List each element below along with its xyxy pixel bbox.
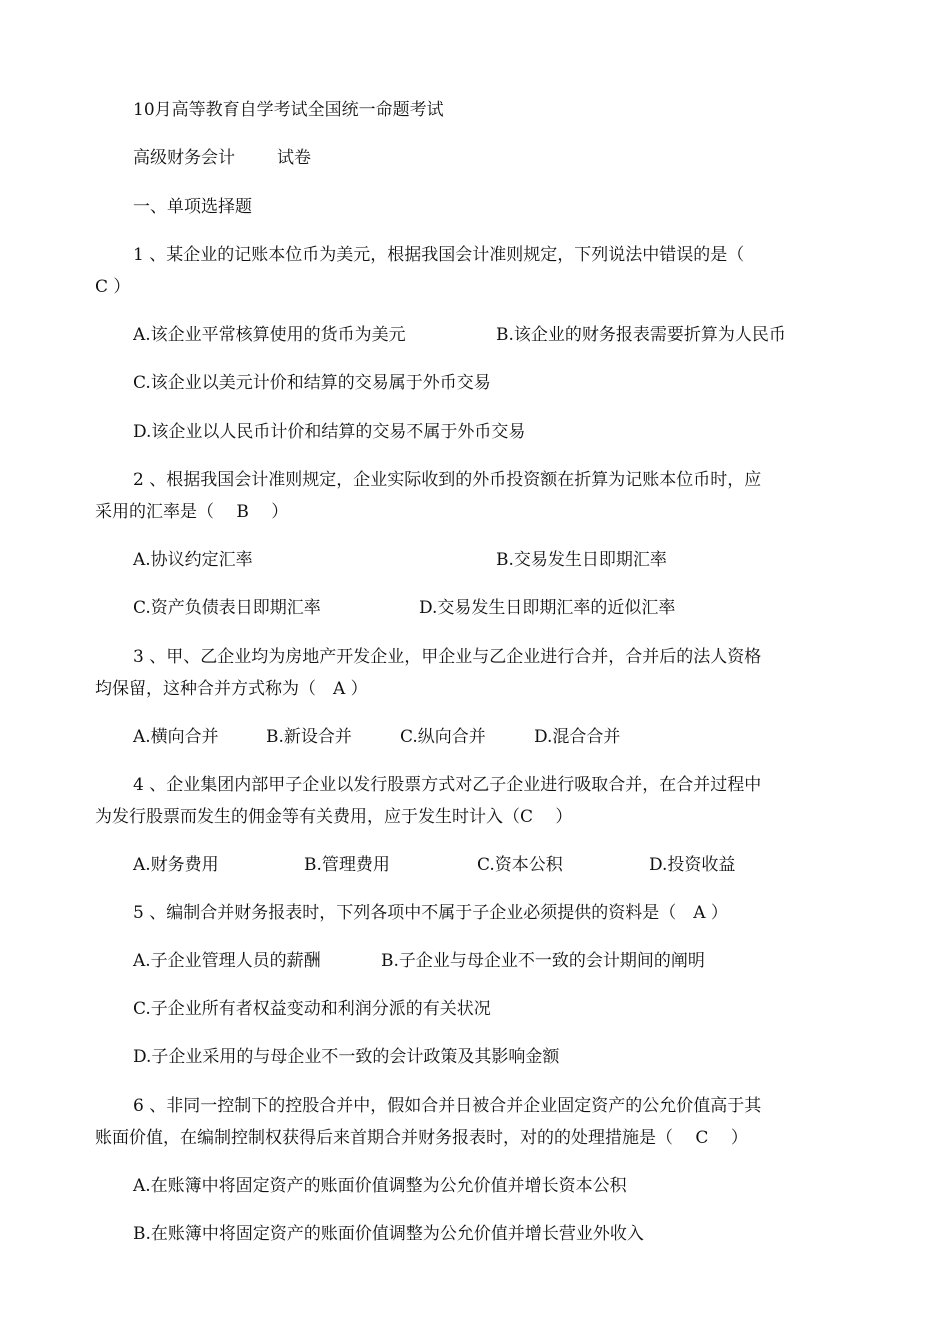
question-2-stem-line2: 采用的汇率是（ B ） [95,502,289,522]
question-4-stem-line1: 4 、企业集团内部甲子企业以发行股票方式对乙子企业进行吸取合并，在合并过程中 [133,775,762,795]
question-1-option-b: B.该企业的财务报表需要折算为人民币 [496,325,786,345]
question-4-option-a: A.财务费用 [133,855,219,875]
question-2-option-a: A.协议约定汇率 [133,550,253,570]
question-3-option-a: A.横向合并 [133,727,219,747]
question-3-option-d: D.混合合并 [534,727,621,747]
question-1-option-a: A.该企业平常核算使用的货币为美元 [133,325,406,345]
paper-heading [133,147,311,169]
question-3-option-b: B.新设合并 [266,727,352,747]
question-1-stem-line1: 1 、某企业的记账本位币为美元，根据我国会计准则规定，下列说法中错误的是（ [133,245,745,265]
question-6-option-b: B.在账簿中将固定资产的账面价值调整为公允价值并增长营业外收入 [133,1224,644,1244]
question-6-option-a: A.在账簿中将固定资产的账面价值调整为公允价值并增长资本公积 [133,1176,627,1196]
question-3-stem-line2: 均保留，这种合并方式称为（ A ） [95,679,368,699]
section-title: 一、单项选择题 [133,197,252,217]
question-5-option-b: B.子企业与母企业不一致的会计期间的阐明 [381,951,705,971]
question-6-stem-line1: 6 、非同一控制下的控股合并中，假如合并日被合并企业固定资产的公允价值高于其 [133,1096,762,1116]
question-5-stem: 5 、编制合并财务报表时，下列各项中不属于子企业必须提供的资料是（ A ） [133,903,728,923]
question-2-stem-line1: 2 、根据我国会计准则规定，企业实际收到的外币投资额在折算为记账本位币时，应 [133,470,762,490]
question-1-stem-line2: C ） [95,277,131,297]
question-4-stem-line2: 为发行股票而发生的佣金等有关费用，应于发生时计入（C ） [95,807,573,827]
question-3-options-row [133,726,621,748]
paper-label: 试卷 [277,148,311,168]
question-4-options-row [133,854,736,876]
question-5-option-d: D.子企业采用的与母企业不一致的会计政策及其影响金额 [133,1047,560,1067]
question-1-option-d: D.该企业以人民币计价和结算的交易不属于外币交易 [133,422,526,442]
question-5-option-a: A.子企业管理人员的薪酬 [133,951,321,971]
subject-name: 高级财务会计 [133,148,235,168]
question-5-options-row1 [133,950,705,972]
question-4-option-d: D.投资收益 [649,855,736,875]
question-2-option-d: D.交易发生日即期汇率的近似汇率 [419,598,676,618]
question-4-option-c: C.资本公积 [477,855,563,875]
question-3-stem-line1: 3 、甲、乙企业均为房地产开发企业，甲企业与乙企业进行合并，合并后的法人资格 [133,647,762,667]
question-4-option-b: B.管理费用 [304,855,390,875]
question-3-option-c: C.纵向合并 [400,727,486,747]
question-2-option-c: C.资产负债表日即期汇率 [133,598,321,618]
question-2-options-row1 [133,549,667,571]
question-1-option-c: C.该企业以美元计价和结算的交易属于外币交易 [133,373,491,393]
question-5-option-c: C.子企业所有者权益变动和利润分派的有关状况 [133,999,491,1019]
exam-title: 10月高等教育自学考试全国统一命题考试 [133,100,444,120]
question-2-option-b: B.交易发生日即期汇率 [496,550,667,570]
question-2-options-row2 [133,597,676,619]
question-1-options-row1 [133,324,786,346]
question-6-stem-line2: 账面价值，在编制控制权获得后来首期合并财务报表时，对的的处理措施是（ C ） [95,1128,748,1148]
